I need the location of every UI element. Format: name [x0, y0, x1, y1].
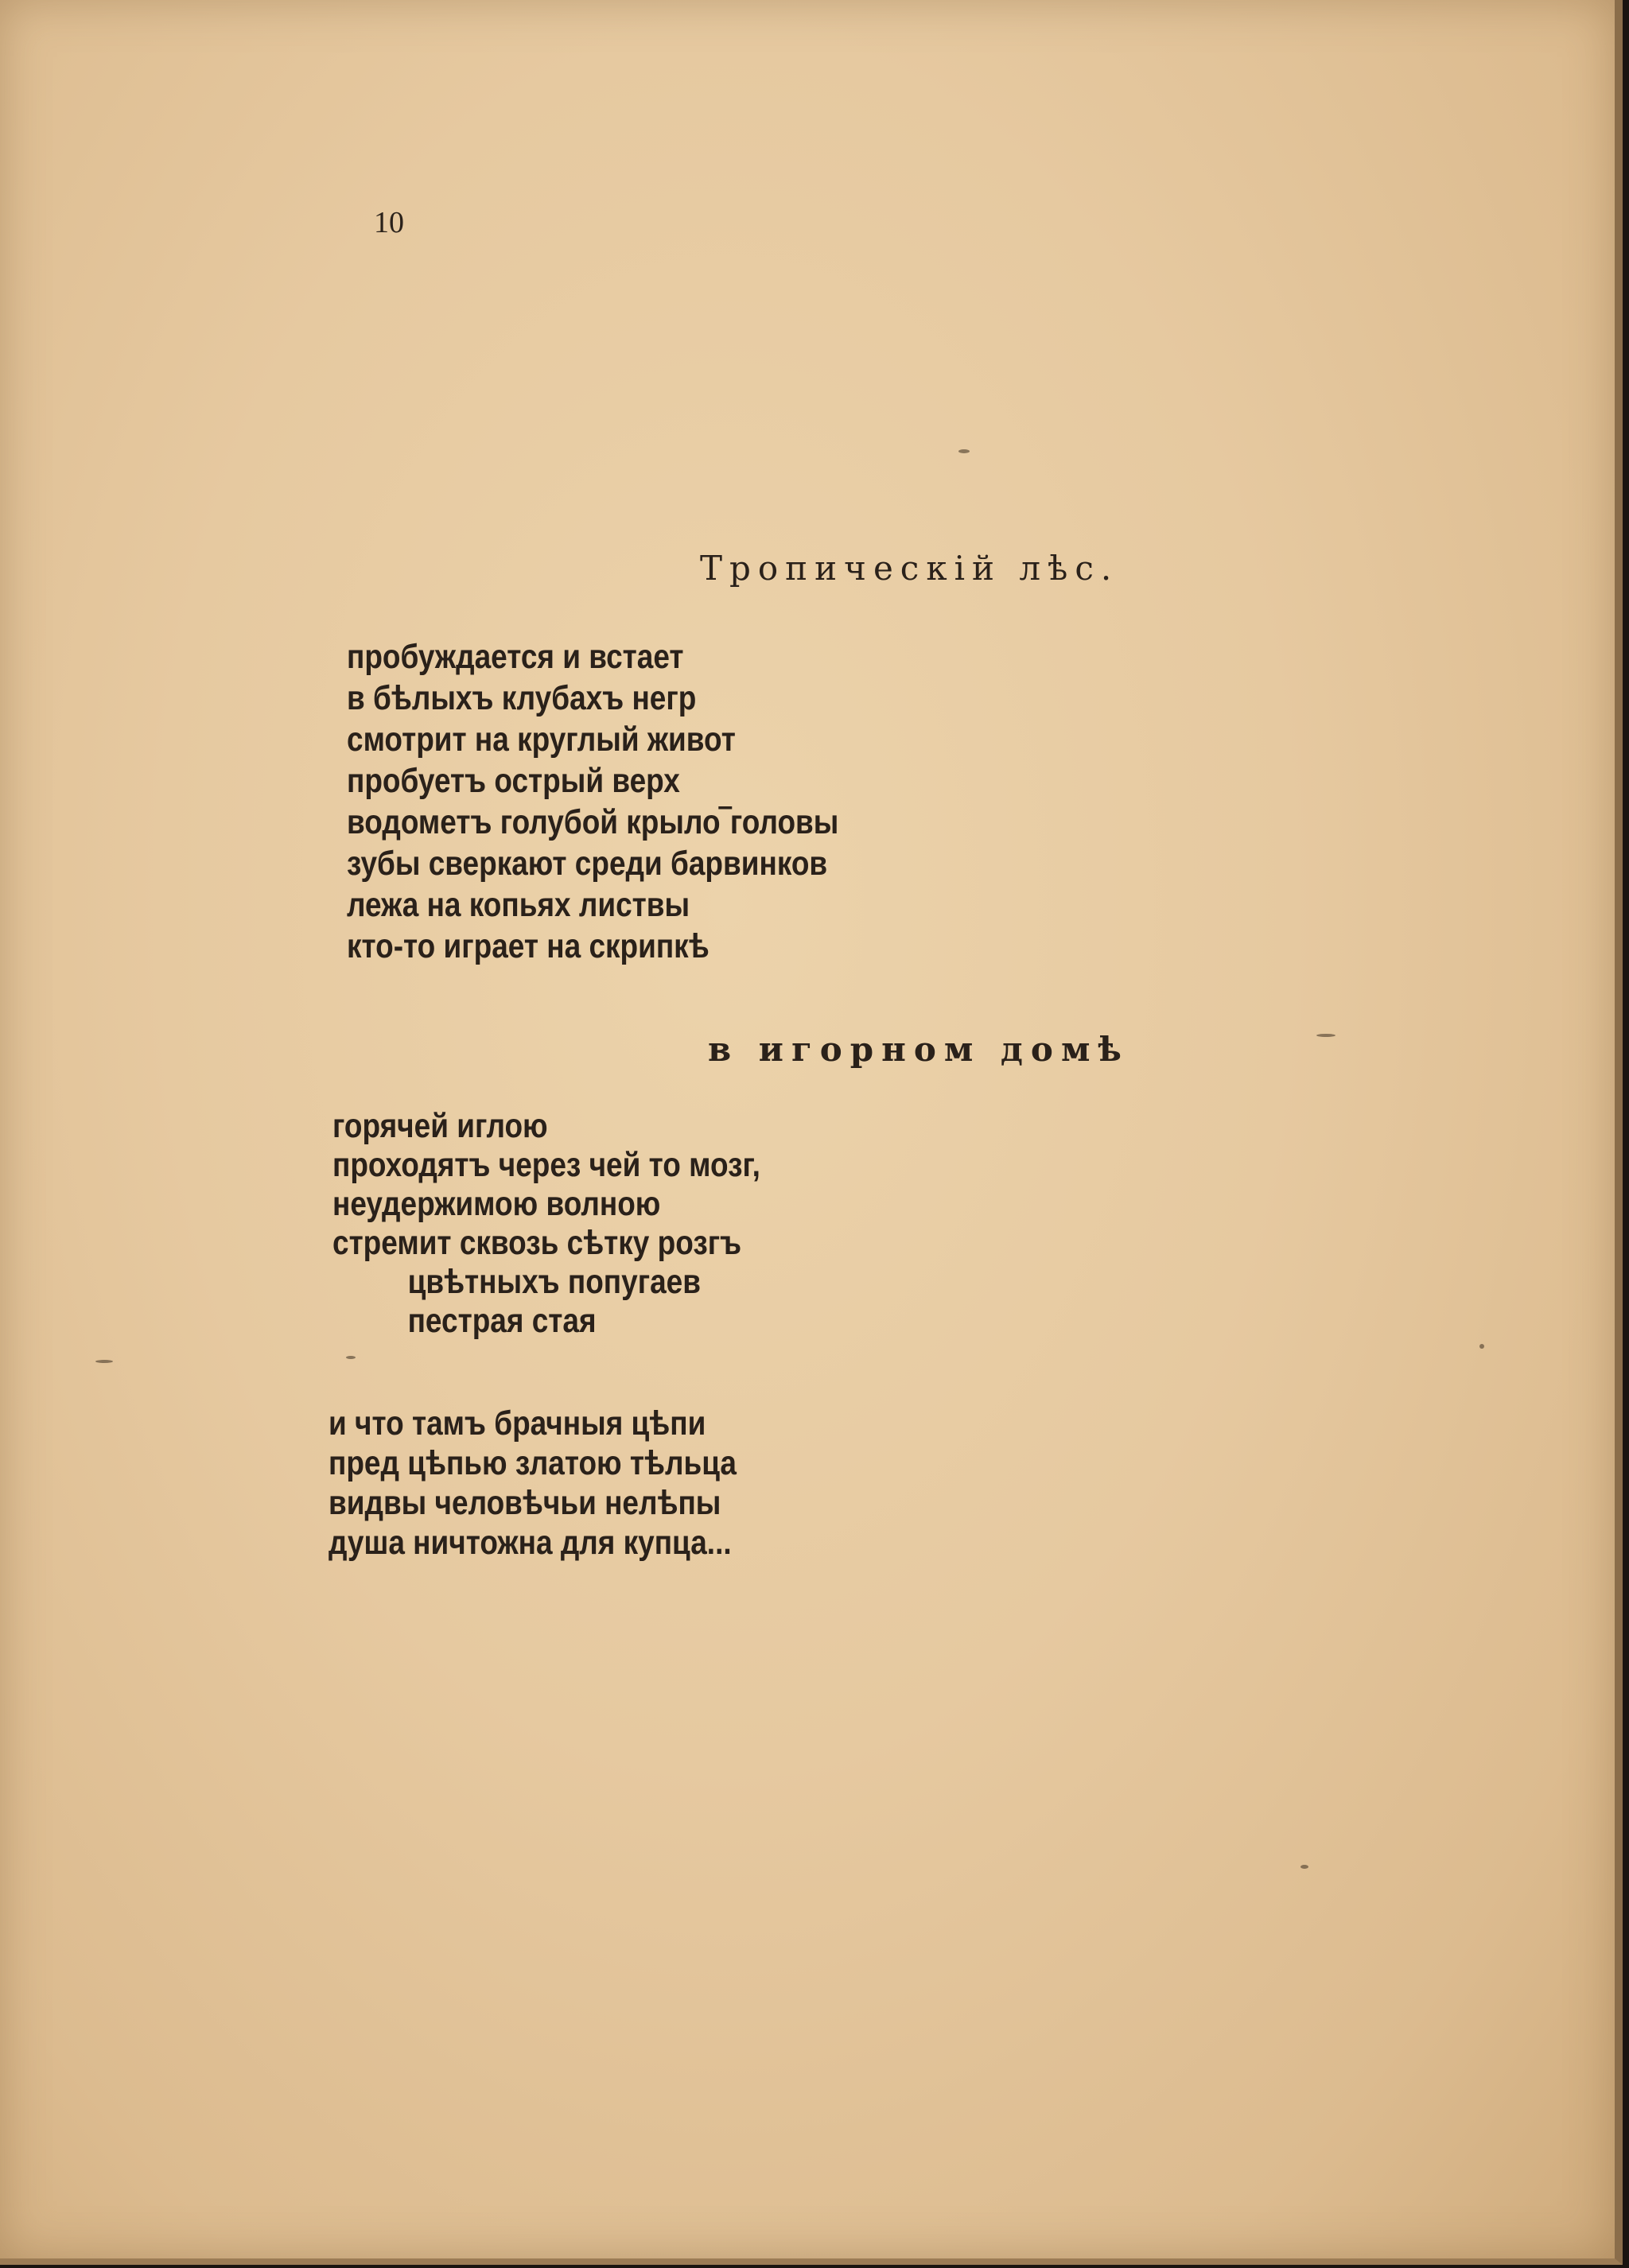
poem-title-tropical-forest: Тропическій лѣс.: [700, 549, 1119, 588]
poem-line: видвы человѣчьи нелѣпы: [329, 1484, 721, 1522]
ink-speck: [1316, 1034, 1335, 1037]
poem-line: душа ничтожна для купца...: [329, 1524, 732, 1562]
poem-line: водометъ голубой крыло‾головы: [347, 803, 839, 841]
poem-line: пред цѣпью златою тѣльца: [329, 1444, 737, 1482]
poem-line: в бѣлыхъ клубахъ негр: [347, 679, 697, 717]
poem-title-gambling-house: в игорном домѣ: [708, 1030, 1129, 1069]
poem-line: лежа на копьях листвы: [347, 886, 690, 924]
poem-line: пробуетъ острый верх: [347, 762, 680, 800]
poem-line: стремит сквозь сѣтку розгъ: [332, 1224, 742, 1262]
poem-line: проходятъ через чей то мозг,: [332, 1146, 760, 1184]
poem-line: горячей иглою: [332, 1107, 548, 1145]
poem-stanza: [347, 636, 838, 967]
poem-line: цвѣтныхъ попугаев: [407, 1263, 701, 1301]
poem-line: и что тамъ брачныя цѣпи: [329, 1404, 706, 1443]
ink-speck: [1300, 1865, 1308, 1869]
poem-line: пестрая стая: [407, 1302, 597, 1340]
poem-line: смотрит на круглый живот: [347, 720, 736, 759]
page-number: 10: [374, 206, 404, 239]
ink-speck: [958, 449, 970, 453]
ink-speck: [1479, 1344, 1484, 1349]
poem-line: кто-то играет на скрипкѣ: [347, 927, 710, 965]
poem-stanza: [332, 1107, 760, 1341]
poem-line: пробуждается и встает: [347, 638, 684, 676]
poem-line: зубы сверкают среди барвинков: [347, 845, 828, 883]
poem-stanza: [329, 1404, 737, 1563]
ink-speck: [95, 1360, 113, 1363]
poem-line: неудержимою волною: [332, 1185, 661, 1223]
ink-speck: [346, 1356, 356, 1359]
